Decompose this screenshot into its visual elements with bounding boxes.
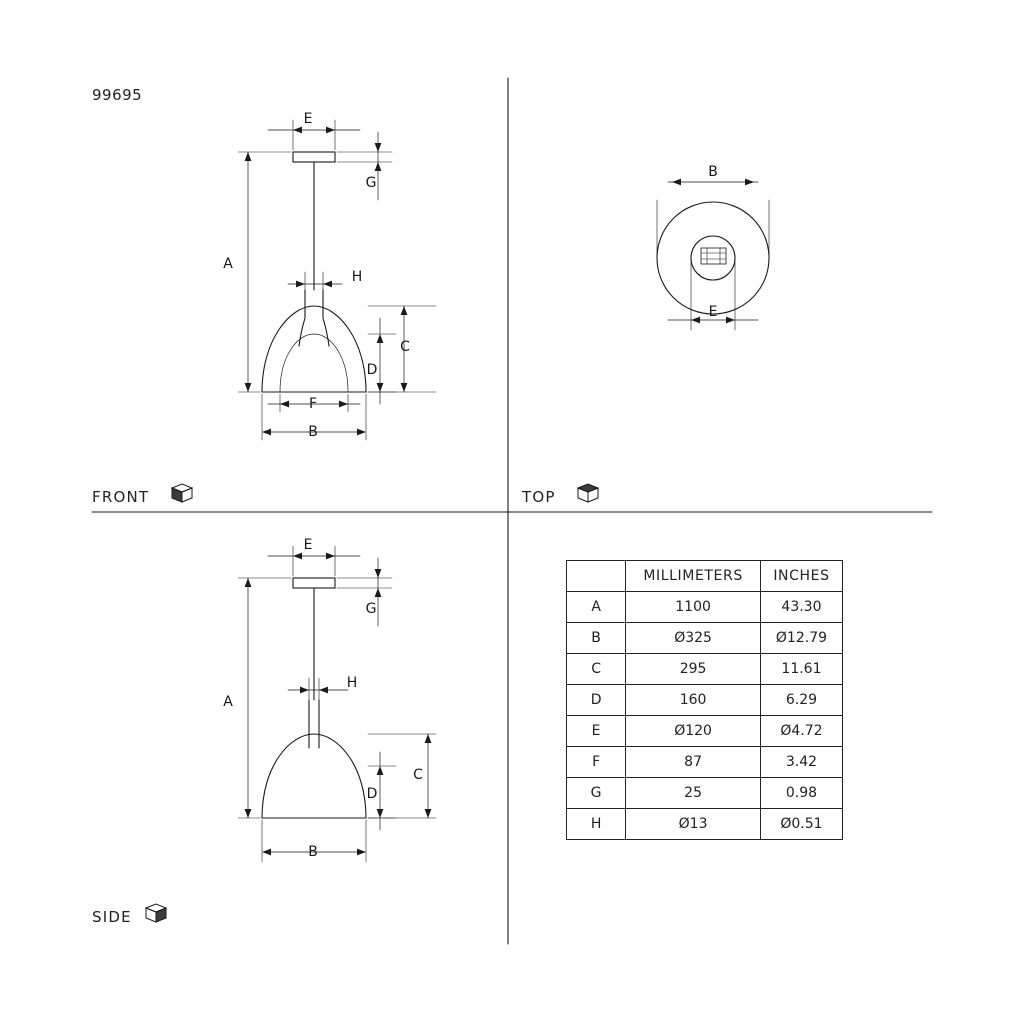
front-arrow-c-top [401,306,408,315]
row-mm: 87 [626,747,761,778]
front-arrow-c-bottom [401,383,408,392]
side-arrow-b-left [262,849,271,856]
front-arrow-b-left [262,429,271,436]
row-in: 3.42 [760,747,842,778]
row-key: A [567,592,626,623]
table-row [567,623,843,654]
row-mm: Ø325 [626,623,761,654]
view-label-side: SIDE [92,908,132,926]
front-arrow-b-right [357,429,366,436]
side-label-e: E [303,537,313,553]
top-canopy-circle [691,236,735,280]
front-label-b: B [308,424,318,440]
row-key: C [567,654,626,685]
front-arrow-g-bottom [375,162,382,171]
row-mm: 1100 [626,592,761,623]
table-header-millimeters: MILLIMETERS [626,561,761,592]
row-in: 11.61 [760,654,842,685]
front-stem-flare-left [299,318,305,346]
top-label-b: B [708,164,718,180]
row-key: E [567,716,626,747]
side-arrow-c-bottom [425,809,432,818]
table-header-blank [567,561,626,592]
top-arrow-b-right [745,179,754,186]
row-in: Ø0.51 [760,809,842,840]
part-number: 99695 [92,86,143,104]
top-shade-outer-circle [657,202,769,314]
dimension-table-wrapper [566,560,843,840]
row-mm: Ø13 [626,809,761,840]
front-shade-dome [262,306,366,392]
front-arrow-g-top [375,143,382,152]
side-arrow-h-right [319,687,328,694]
front-arrow-h-left [296,281,305,288]
cube-top-icon [578,484,598,502]
row-key: B [567,623,626,654]
table-row [567,809,843,840]
front-shade-inner [280,334,348,392]
row-in: Ø12.79 [760,623,842,654]
side-label-b: B [308,844,318,860]
side-stem [309,700,319,748]
row-key: D [567,685,626,716]
side-label-d: D [366,786,378,802]
side-arrow-d-bottom [377,809,384,818]
row-mm: 295 [626,654,761,685]
row-mm: 25 [626,778,761,809]
cube-side-icon [146,904,166,922]
side-arrow-g-bottom [375,588,382,597]
side-arrow-e-right [326,553,335,560]
side-shade-dome [262,734,366,818]
front-label-g: G [365,175,377,191]
front-label-f: F [308,396,318,412]
table-body [567,592,843,840]
view-label-front: FRONT [92,488,150,506]
row-key: H [567,809,626,840]
front-label-d: D [366,362,378,378]
row-mm: 160 [626,685,761,716]
side-label-a: A [223,694,233,710]
table-row [567,716,843,747]
side-arrow-h-left [300,687,309,694]
front-arrow-e-left [293,127,302,134]
row-mm: Ø120 [626,716,761,747]
side-arrow-c-top [425,734,432,743]
top-arrow-b-left [672,179,681,186]
front-arrow-e-right [326,127,335,134]
row-key: F [567,747,626,778]
front-stem [305,290,323,318]
side-arrow-g-top [375,569,382,578]
front-label-c: C [400,339,410,355]
side-arrow-a-bottom [245,809,252,818]
top-arrow-e-left [691,317,700,324]
front-arrow-h-right [323,281,332,288]
front-canopy [293,152,335,162]
front-label-e: E [303,111,313,127]
table-header-row [567,561,843,592]
front-arrow-d-bottom [377,383,384,392]
front-arrow-f-right [339,401,348,408]
table-row [567,654,843,685]
row-key: G [567,778,626,809]
top-arrow-e-right [726,317,735,324]
table-header-inches: INCHES [760,561,842,592]
dimension-table [566,560,843,840]
row-in: 6.29 [760,685,842,716]
table-row [567,685,843,716]
front-label-h: H [351,269,363,285]
view-label-top: TOP [522,488,556,506]
table-row [567,592,843,623]
row-in: Ø4.72 [760,716,842,747]
side-label-g: G [365,601,377,617]
side-label-c: C [413,767,423,783]
side-arrow-b-right [357,849,366,856]
side-arrow-e-left [293,553,302,560]
front-label-a: A [223,256,233,272]
side-arrow-a-top [245,578,252,587]
front-arrow-f-left [280,401,289,408]
cube-front-icon [172,484,192,502]
top-label-e: E [708,304,718,320]
table-row [567,778,843,809]
side-canopy [293,578,335,588]
side-label-h: H [346,675,358,691]
front-arrow-d-top [377,334,384,343]
top-socket-rect [701,248,726,264]
table-row [567,747,843,778]
row-in: 43.30 [760,592,842,623]
front-arrow-a-top [245,152,252,161]
side-arrow-d-top [377,766,384,775]
front-stem-flare-right [323,318,329,346]
row-in: 0.98 [760,778,842,809]
front-arrow-a-bottom [245,383,252,392]
